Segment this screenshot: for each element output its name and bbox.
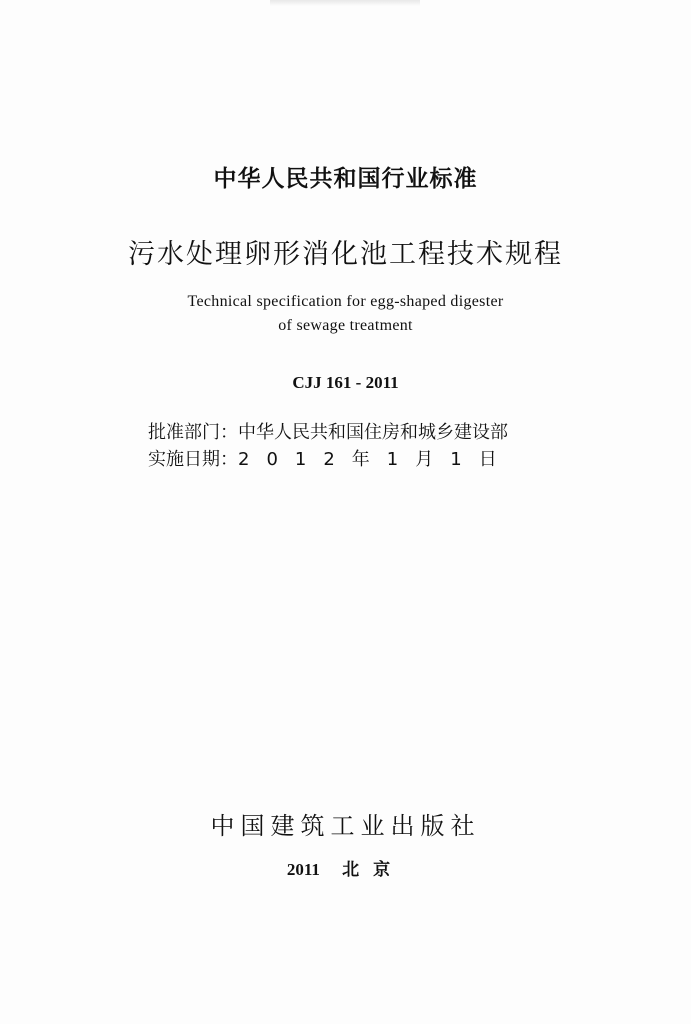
publication-place-year — [0, 855, 691, 880]
title-chinese: 污水处理卵形消化池工程技术规程 — [128, 239, 563, 270]
approval-label: 批准部门： — [148, 422, 238, 443]
scan-artifact — [270, 0, 420, 6]
effective-date — [148, 445, 514, 471]
approval-value: 中华人民共和国住房和城乡建设部 — [238, 422, 508, 443]
title-english-line1: Technical specification for egg-shaped digester — [187, 293, 504, 310]
publisher: 中国建筑工业出版社 — [210, 812, 481, 840]
effective-label: 实施日期： — [148, 449, 238, 470]
approval-department — [148, 418, 508, 444]
publication-year: 2011 — [286, 860, 320, 879]
standard-category: 中华人民共和国行业标准 — [213, 166, 478, 192]
title-english-line2: of sewage treatment — [278, 317, 413, 334]
standard-code: CJJ 161 - 2011 — [292, 373, 399, 392]
effective-value: 2012年1月1日 — [238, 449, 514, 470]
publication-city: 北京 — [342, 860, 405, 880]
